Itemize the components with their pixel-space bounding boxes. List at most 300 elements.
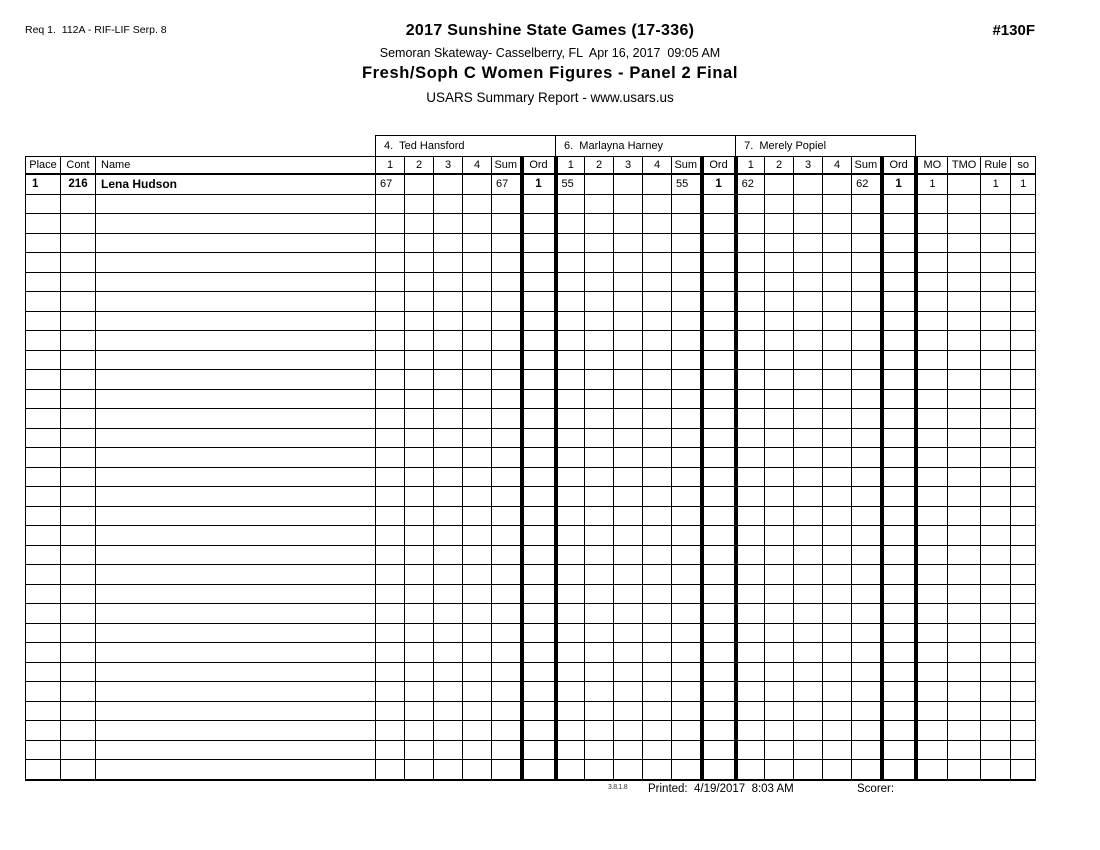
judge2-sum-cell xyxy=(672,409,702,429)
judge3-score2-cell xyxy=(765,604,794,624)
judge3-ord-cell: 1 xyxy=(882,174,916,194)
judge3-score4-cell xyxy=(823,623,852,643)
judge2-score2-cell xyxy=(585,760,614,780)
judge3-score1-cell xyxy=(736,623,765,643)
judge2-score3-cell xyxy=(614,214,643,234)
place-cell xyxy=(26,701,61,721)
empty-row xyxy=(26,233,1036,253)
judge1-score1-cell xyxy=(376,448,405,468)
rule-cell xyxy=(981,565,1011,585)
judge1-score3-cell xyxy=(434,506,463,526)
place-cell xyxy=(26,311,61,331)
judge1-sum-cell xyxy=(492,604,522,624)
judge2-score2-cell xyxy=(585,409,614,429)
tmo-cell xyxy=(948,604,981,624)
judge2-ord-cell xyxy=(702,604,736,624)
judge2-score3-cell xyxy=(614,565,643,585)
judge1-score1-cell xyxy=(376,233,405,253)
judge3-sum-cell xyxy=(852,389,882,409)
competition-title: 2017 Sunshine State Games (17-336) xyxy=(405,22,695,39)
judge1-sum-cell xyxy=(492,721,522,741)
judge3-sum-cell xyxy=(852,331,882,351)
judge2-score4-cell xyxy=(643,389,672,409)
judge3-score4-cell xyxy=(823,643,852,663)
judge3-score1-cell xyxy=(736,409,765,429)
judge1-sum-cell xyxy=(492,740,522,760)
judge1-ord-cell xyxy=(522,701,556,721)
judge3-sum-cell xyxy=(852,428,882,448)
judge2-ord-cell xyxy=(702,272,736,292)
mo-cell xyxy=(916,194,948,214)
judge1-ord-cell xyxy=(522,760,556,780)
judge3-score4-cell xyxy=(823,253,852,273)
judge1-score4-cell xyxy=(463,370,492,390)
competitor-name-cell: Lena Hudson xyxy=(96,174,376,194)
judge3-score1-cell xyxy=(736,311,765,331)
judge3-score3-cell xyxy=(794,370,823,390)
tmo-cell xyxy=(948,311,981,331)
judge2-score4-cell xyxy=(643,623,672,643)
judge1-ord-cell xyxy=(522,311,556,331)
judge3-score1-cell xyxy=(736,350,765,370)
tmo-cell xyxy=(948,623,981,643)
judge3-score4-cell xyxy=(823,233,852,253)
judge3-ord-cell xyxy=(882,623,916,643)
mo-cell xyxy=(916,272,948,292)
place-cell xyxy=(26,409,61,429)
judge1-ord-cell xyxy=(522,662,556,682)
competitor-name-cell xyxy=(96,233,376,253)
tmo-cell xyxy=(948,584,981,604)
judge3-score2-cell xyxy=(765,682,794,702)
contestant-number-cell xyxy=(61,487,96,507)
judge3-score2-cell xyxy=(765,487,794,507)
contestant-number-cell xyxy=(61,682,96,702)
judge3-score2-cell xyxy=(765,370,794,390)
judge1-score4-cell xyxy=(463,174,492,194)
so-cell xyxy=(1011,292,1036,312)
competitor-name-cell xyxy=(96,272,376,292)
judge1-score1-cell xyxy=(376,409,405,429)
rule-cell xyxy=(981,233,1011,253)
judge3-ord-cell xyxy=(882,467,916,487)
rule-cell xyxy=(981,740,1011,760)
judge3-score3-cell xyxy=(794,643,823,663)
judge1-score3-cell xyxy=(434,409,463,429)
judge1-sum-cell xyxy=(492,253,522,273)
tmo-cell xyxy=(948,487,981,507)
col-header-tmo: TMO xyxy=(948,157,981,175)
judge3-score4-cell xyxy=(823,409,852,429)
mo-cell xyxy=(916,584,948,604)
empty-row xyxy=(26,623,1036,643)
mo-cell xyxy=(916,721,948,741)
judge3-ord-cell xyxy=(882,662,916,682)
mo-cell xyxy=(916,253,948,273)
place-cell xyxy=(26,428,61,448)
judge1-sum-cell xyxy=(492,292,522,312)
scorer-label: Scorer: xyxy=(857,783,895,795)
so-cell xyxy=(1011,604,1036,624)
judge3-sum-cell xyxy=(852,584,882,604)
judge2-score4-cell xyxy=(643,487,672,507)
judge1-score1-cell xyxy=(376,682,405,702)
place-cell xyxy=(26,389,61,409)
judge-group-header-3: 7. Merely Popiel xyxy=(736,136,916,157)
judge1-sum-cell xyxy=(492,350,522,370)
judge1-ord-cell xyxy=(522,389,556,409)
so-cell xyxy=(1011,350,1036,370)
judge3-score4-cell xyxy=(823,506,852,526)
contestant-number-cell xyxy=(61,311,96,331)
judge2-sum-cell xyxy=(672,311,702,331)
contestant-number-cell xyxy=(61,565,96,585)
competitor-name-cell xyxy=(96,409,376,429)
empty-row xyxy=(26,506,1036,526)
judge2-ord-cell xyxy=(702,662,736,682)
judge2-ord-cell xyxy=(702,487,736,507)
judge1-score1-cell xyxy=(376,214,405,234)
judge2-score1-cell xyxy=(556,604,585,624)
competitor-name-cell xyxy=(96,370,376,390)
judge1-ord-cell xyxy=(522,292,556,312)
contestant-number-cell xyxy=(61,526,96,546)
judge2-sum-cell xyxy=(672,370,702,390)
judge2-sum-cell xyxy=(672,389,702,409)
judge2-sum-cell xyxy=(672,662,702,682)
judge1-score2-cell xyxy=(405,253,434,273)
mo-cell xyxy=(916,545,948,565)
judge1-ord-cell xyxy=(522,545,556,565)
judge2-score4-cell xyxy=(643,701,672,721)
judge3-score4-cell xyxy=(823,565,852,585)
judge1-score4-cell xyxy=(463,584,492,604)
tmo-cell xyxy=(948,428,981,448)
judge3-sum-cell xyxy=(852,545,882,565)
judge1-score4-cell xyxy=(463,253,492,273)
judge3-sum-cell xyxy=(852,292,882,312)
so-cell xyxy=(1011,760,1036,780)
judge1-sum-cell xyxy=(492,662,522,682)
judge2-sum-cell xyxy=(672,721,702,741)
judge2-score1-cell xyxy=(556,467,585,487)
judge2-score4-cell xyxy=(643,292,672,312)
judge2-score1-cell xyxy=(556,584,585,604)
judge1-score1-cell xyxy=(376,389,405,409)
tmo-cell xyxy=(948,350,981,370)
empty-row xyxy=(26,565,1036,585)
judge2-score1-cell: 55 xyxy=(556,174,585,194)
judge1-ord-cell xyxy=(522,721,556,741)
judge2-score4-cell xyxy=(643,194,672,214)
rule-cell xyxy=(981,194,1011,214)
judge2-score1-cell xyxy=(556,428,585,448)
judge1-score1-cell xyxy=(376,311,405,331)
judge2-ord-cell xyxy=(702,467,736,487)
place-cell xyxy=(26,604,61,624)
mo-cell xyxy=(916,331,948,351)
judge2-score1-cell xyxy=(556,760,585,780)
judge2-score4-cell xyxy=(643,331,672,351)
judge3-sum-cell xyxy=(852,760,882,780)
judge1-score1-cell xyxy=(376,584,405,604)
contestant-number-cell xyxy=(61,721,96,741)
judge2-score2-cell xyxy=(585,253,614,273)
rule-cell xyxy=(981,292,1011,312)
rule-cell xyxy=(981,545,1011,565)
judge2-score2-cell xyxy=(585,428,614,448)
judge3-sum-cell: 62 xyxy=(852,174,882,194)
place-cell xyxy=(26,194,61,214)
judge3-score2-cell xyxy=(765,506,794,526)
column-header-row xyxy=(26,157,1036,175)
tmo-cell xyxy=(948,721,981,741)
contestant-number-cell xyxy=(61,760,96,780)
place-cell xyxy=(26,487,61,507)
judge3-ord-cell xyxy=(882,233,916,253)
judge1-sum-cell xyxy=(492,526,522,546)
rule-cell xyxy=(981,311,1011,331)
mo-cell xyxy=(916,292,948,312)
so-cell xyxy=(1011,214,1036,234)
judge2-score4-cell xyxy=(643,370,672,390)
judge1-score2-cell xyxy=(405,701,434,721)
empty-row xyxy=(26,662,1036,682)
so-cell xyxy=(1011,506,1036,526)
judge2-score3-cell xyxy=(614,682,643,702)
judge3-score3-cell xyxy=(794,740,823,760)
judge1-score2-cell xyxy=(405,214,434,234)
competitor-name-cell xyxy=(96,292,376,312)
mo-cell xyxy=(916,701,948,721)
judge2-score2-cell xyxy=(585,292,614,312)
judge3-score1-cell xyxy=(736,370,765,390)
tmo-cell xyxy=(948,389,981,409)
judge3-score2-cell xyxy=(765,662,794,682)
judge2-score2-cell xyxy=(585,721,614,741)
judge2-sum-cell xyxy=(672,194,702,214)
judge2-sum-cell xyxy=(672,604,702,624)
judge1-score4-cell xyxy=(463,428,492,448)
judge2-score3-cell xyxy=(614,701,643,721)
col-header-judge3-4: 4 xyxy=(823,157,852,175)
judge2-score3-cell xyxy=(614,760,643,780)
judge3-score1-cell xyxy=(736,584,765,604)
judge3-sum-cell xyxy=(852,701,882,721)
judge1-score2-cell xyxy=(405,409,434,429)
judge1-score4-cell xyxy=(463,272,492,292)
judge2-score3-cell xyxy=(614,721,643,741)
judge2-score2-cell xyxy=(585,526,614,546)
judge3-score4-cell xyxy=(823,331,852,351)
col-header-judge1-ord: Ord xyxy=(522,157,556,175)
judge2-sum-cell xyxy=(672,682,702,702)
judge2-sum-cell xyxy=(672,253,702,273)
tmo-cell xyxy=(948,233,981,253)
judge3-score2-cell xyxy=(765,448,794,468)
col-header-so: so xyxy=(1011,157,1036,175)
judge2-score1-cell xyxy=(556,370,585,390)
judge1-score2-cell xyxy=(405,389,434,409)
contestant-number-cell xyxy=(61,584,96,604)
contestant-number-cell xyxy=(61,350,96,370)
judge1-ord-cell xyxy=(522,643,556,663)
judge2-score4-cell xyxy=(643,545,672,565)
contestant-number-cell xyxy=(61,448,96,468)
judge3-score1-cell xyxy=(736,487,765,507)
judge2-ord-cell xyxy=(702,389,736,409)
judge2-ord-cell xyxy=(702,214,736,234)
judge2-score3-cell xyxy=(614,487,643,507)
judge3-score3-cell xyxy=(794,565,823,585)
place-cell xyxy=(26,526,61,546)
tmo-cell xyxy=(948,292,981,312)
judge3-ord-cell xyxy=(882,389,916,409)
judge-group-header-1: 4. Ted Hansford xyxy=(376,136,556,157)
judge3-score2-cell xyxy=(765,350,794,370)
so-cell xyxy=(1011,467,1036,487)
judge3-score1-cell xyxy=(736,233,765,253)
empty-row xyxy=(26,253,1036,273)
mo-cell xyxy=(916,428,948,448)
place-cell xyxy=(26,233,61,253)
judge1-sum-cell: 67 xyxy=(492,174,522,194)
judge3-ord-cell xyxy=(882,565,916,585)
judge2-score3-cell xyxy=(614,623,643,643)
judge1-score2-cell xyxy=(405,565,434,585)
judge2-score4-cell xyxy=(643,526,672,546)
judge1-score3-cell xyxy=(434,604,463,624)
judge3-score2-cell xyxy=(765,194,794,214)
rule-cell xyxy=(981,721,1011,741)
judge1-score4-cell xyxy=(463,662,492,682)
judge3-sum-cell xyxy=(852,253,882,273)
judge1-sum-cell xyxy=(492,331,522,351)
judge2-score2-cell xyxy=(585,331,614,351)
so-cell: 1 xyxy=(1011,174,1036,194)
judge1-score2-cell xyxy=(405,467,434,487)
so-cell xyxy=(1011,370,1036,390)
judge1-ord-cell xyxy=(522,565,556,585)
judge3-score1-cell xyxy=(736,506,765,526)
place-cell xyxy=(26,565,61,585)
contestant-number-cell xyxy=(61,467,96,487)
judge1-score3-cell xyxy=(434,623,463,643)
judge3-score2-cell xyxy=(765,584,794,604)
col-header-judge2-sum: Sum xyxy=(672,157,702,175)
judge2-score3-cell xyxy=(614,526,643,546)
judge1-score1-cell xyxy=(376,506,405,526)
so-cell xyxy=(1011,331,1036,351)
competitor-name-cell xyxy=(96,311,376,331)
judge2-score4-cell xyxy=(643,721,672,741)
judge3-ord-cell xyxy=(882,253,916,273)
judge1-score1-cell: 67 xyxy=(376,174,405,194)
judge3-ord-cell xyxy=(882,428,916,448)
judge1-score4-cell xyxy=(463,740,492,760)
judge2-ord-cell xyxy=(702,370,736,390)
judge3-score1-cell xyxy=(736,682,765,702)
competitor-name-cell xyxy=(96,565,376,585)
judge3-score1-cell xyxy=(736,253,765,273)
judge3-score2-cell xyxy=(765,643,794,663)
judge2-score2-cell xyxy=(585,272,614,292)
judge3-sum-cell xyxy=(852,233,882,253)
judge2-score1-cell xyxy=(556,389,585,409)
rule-cell xyxy=(981,760,1011,780)
judge3-ord-cell xyxy=(882,272,916,292)
place-cell xyxy=(26,740,61,760)
judge1-sum-cell xyxy=(492,467,522,487)
judge1-score4-cell xyxy=(463,565,492,585)
judge3-score1-cell xyxy=(736,565,765,585)
judge1-score2-cell xyxy=(405,428,434,448)
judge2-sum-cell xyxy=(672,623,702,643)
empty-row xyxy=(26,331,1036,351)
judge3-score3-cell xyxy=(794,174,823,194)
judge1-score3-cell xyxy=(434,253,463,273)
judge1-score4-cell xyxy=(463,643,492,663)
col-header-mo: MO xyxy=(916,157,948,175)
judge2-score4-cell xyxy=(643,311,672,331)
judge2-sum-cell xyxy=(672,545,702,565)
judge3-ord-cell xyxy=(882,487,916,507)
tmo-cell xyxy=(948,194,981,214)
judge3-score2-cell xyxy=(765,253,794,273)
judge3-score1-cell xyxy=(736,760,765,780)
judge3-score2-cell xyxy=(765,214,794,234)
judge2-ord-cell xyxy=(702,740,736,760)
place-cell xyxy=(26,623,61,643)
tmo-cell xyxy=(948,370,981,390)
judge3-score2-cell xyxy=(765,526,794,546)
judge3-sum-cell xyxy=(852,448,882,468)
judge3-score3-cell xyxy=(794,389,823,409)
judge3-score1-cell xyxy=(736,701,765,721)
judge1-score3-cell xyxy=(434,233,463,253)
empty-row xyxy=(26,292,1036,312)
judge3-sum-cell xyxy=(852,506,882,526)
so-cell xyxy=(1011,448,1036,468)
col-header-judge2-1: 1 xyxy=(556,157,585,175)
judge1-score4-cell xyxy=(463,506,492,526)
judge2-score2-cell xyxy=(585,370,614,390)
judge3-sum-cell xyxy=(852,370,882,390)
contestant-number-cell xyxy=(61,643,96,663)
empty-row xyxy=(26,370,1036,390)
judge3-score4-cell xyxy=(823,721,852,741)
contestant-number-cell xyxy=(61,253,96,273)
judge2-score1-cell xyxy=(556,331,585,351)
judge2-score3-cell xyxy=(614,233,643,253)
judge1-score3-cell xyxy=(434,526,463,546)
so-cell xyxy=(1011,194,1036,214)
judge1-score4-cell xyxy=(463,487,492,507)
judge3-sum-cell xyxy=(852,350,882,370)
judge1-ord-cell xyxy=(522,487,556,507)
competitor-name-cell xyxy=(96,760,376,780)
judge3-sum-cell xyxy=(852,565,882,585)
rule-cell xyxy=(981,643,1011,663)
judge1-score3-cell xyxy=(434,643,463,663)
judge3-score3-cell xyxy=(794,292,823,312)
judge1-ord-cell xyxy=(522,584,556,604)
judge-group-header-2: 6. Marlayna Harney xyxy=(556,136,736,157)
judge2-score3-cell xyxy=(614,740,643,760)
judge1-score4-cell xyxy=(463,233,492,253)
judge1-score4-cell xyxy=(463,682,492,702)
judge3-score1-cell xyxy=(736,721,765,741)
